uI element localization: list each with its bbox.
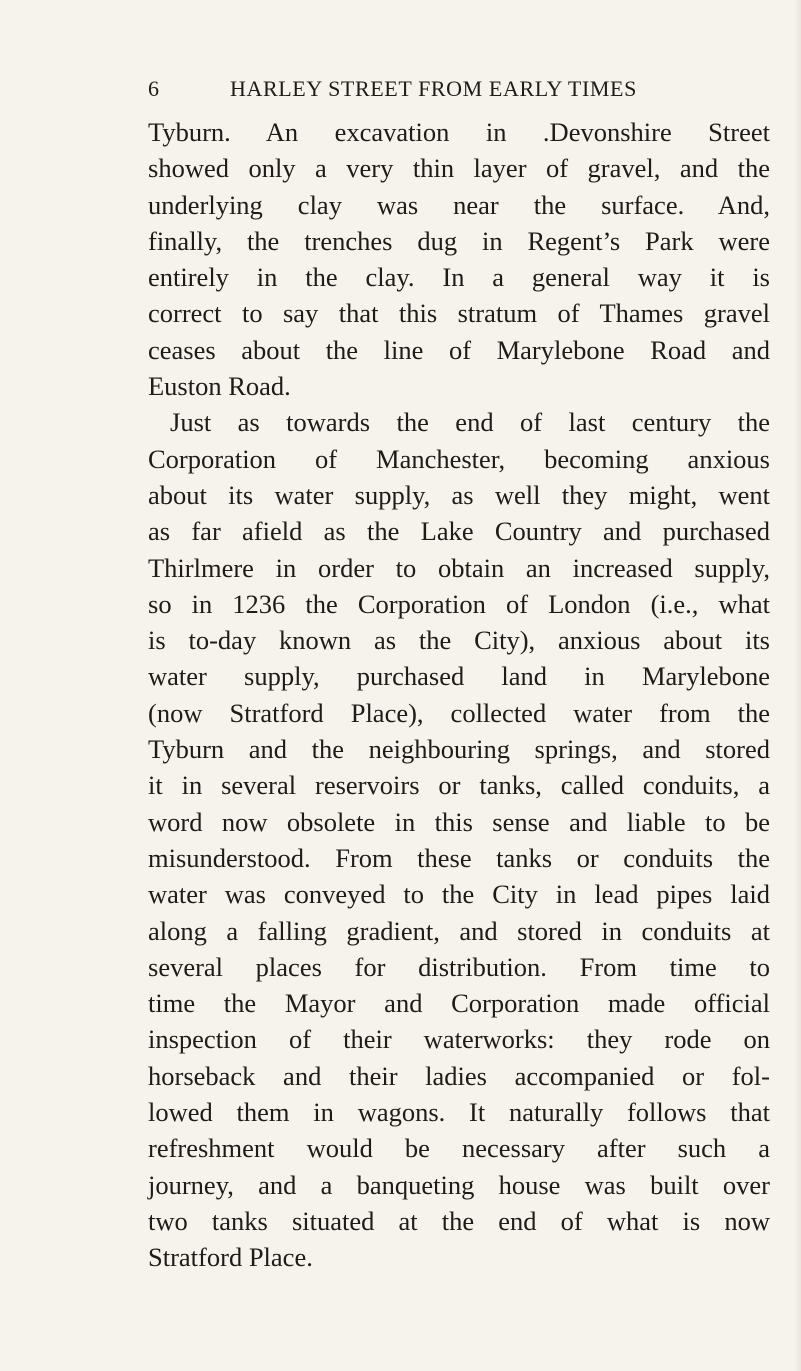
page-edge-shadow — [794, 0, 801, 1371]
text-line: (now Stratford Place), collected water from the — [148, 697, 770, 728]
text-line: time the Mayor and Corporation made official — [148, 988, 770, 1019]
text-line: so in 1236 the Corporation of London (i.e., what — [148, 588, 770, 619]
text-line: inspection of their waterworks: they rode on — [148, 1024, 770, 1055]
text-line: as far afield as the Lake Country and purchased — [148, 516, 770, 547]
text-line: lowed them in wagons. It naturally follows that — [148, 1097, 770, 1128]
text-line: showed only a very thin layer of gravel, and the — [148, 153, 770, 184]
text-line: horseback and their ladies accompanied or fol- — [148, 1060, 770, 1091]
text-line: Tyburn and the neighbouring springs, and stored — [148, 734, 770, 765]
text-line: misunderstood. From these tanks or conduits the — [148, 842, 770, 873]
paragraph — [148, 114, 770, 404]
text-line: ceases about the line of Marylebone Road and — [148, 334, 770, 365]
page-number: 6 — [148, 76, 160, 101]
text-line: Thirlmere in order to obtain an increased supply, — [148, 552, 770, 583]
page-header — [148, 76, 708, 106]
body-text — [148, 114, 770, 1276]
text-line: underlying clay was near the surface. And, — [148, 189, 770, 220]
text-line: Just as towards the end of last century the — [170, 407, 770, 438]
text-line: two tanks situated at the end of what is now — [148, 1205, 770, 1236]
text-line: it in several reservoirs or tanks, called conduits, a — [148, 770, 770, 801]
text-line: water supply, purchased land in Marylebone — [148, 661, 770, 692]
text-line: word now obsolete in this sense and liable to be — [148, 806, 770, 837]
text-line: about its water supply, as well they might, went — [148, 479, 770, 510]
text-line: entirely in the clay. In a general way it is — [148, 262, 770, 293]
text-line: Stratford Place. — [148, 1242, 313, 1273]
text-line: Tyburn. An excavation in .Devonshire Street — [148, 117, 770, 147]
text-line: along a falling gradient, and stored in conduits at — [148, 915, 770, 946]
running-title: HARLEY STREET FROM EARLY TIMES — [230, 76, 637, 101]
text-line: Euston Road. — [148, 371, 291, 402]
paragraph — [148, 404, 770, 1275]
text-line: is to-day known as the City), anxious about its — [148, 625, 770, 656]
text-line: refreshment would be necessary after such a — [148, 1133, 770, 1164]
text-line: journey, and a banqueting house was built over — [148, 1169, 770, 1200]
text-line: Corporation of Manchester, becoming anxious — [148, 443, 770, 474]
text-line: several places for distribution. From time to — [148, 951, 770, 982]
text-line: finally, the trenches dug in Regent’s Park were — [148, 225, 770, 256]
text-line: correct to say that this stratum of Thames gravel — [148, 298, 770, 329]
text-line: water was conveyed to the City in lead pipes laid — [148, 879, 770, 910]
